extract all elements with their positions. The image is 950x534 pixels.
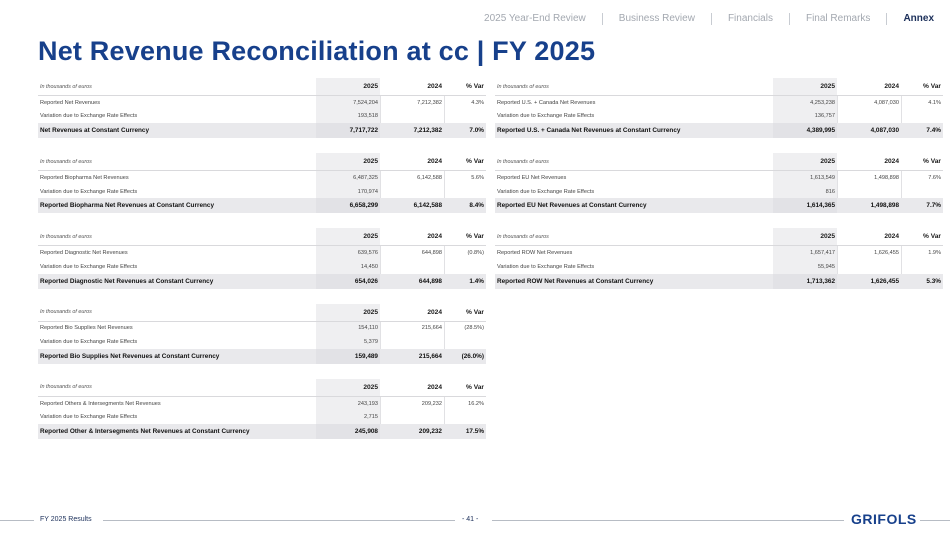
value-2025: 55,945 <box>773 260 837 274</box>
footer-divider <box>492 520 844 521</box>
nav-item-financials[interactable]: Financials <box>711 13 789 25</box>
value-2024 <box>837 185 901 199</box>
value-2025: 170,974 <box>316 185 380 199</box>
header-2024: 2024 <box>380 228 444 245</box>
table-row <box>495 110 943 124</box>
value-var: 7.6% <box>901 171 943 185</box>
value-2024 <box>380 110 444 124</box>
footer-divider <box>103 520 455 521</box>
value-2025: 1,613,549 <box>773 171 837 185</box>
grifols-logo: GRIFOLS <box>851 511 917 527</box>
table-row <box>38 171 486 185</box>
header-2024: 2024 <box>837 228 901 245</box>
value-2024 <box>380 335 444 349</box>
header-2024: 2024 <box>837 153 901 170</box>
value-2025: 654,026 <box>316 274 380 289</box>
table-header <box>495 153 943 171</box>
value-var <box>444 110 486 124</box>
reconciliation-table <box>38 78 486 138</box>
value-2025: 1,614,365 <box>773 198 837 213</box>
footer-label: FY 2025 Results <box>40 516 92 523</box>
reconciliation-table <box>495 153 943 213</box>
table-header <box>38 228 486 246</box>
value-var: 1.9% <box>901 246 943 260</box>
header-var: % Var <box>444 228 486 245</box>
header-2025: 2025 <box>316 304 380 321</box>
value-var: 4.3% <box>444 96 486 110</box>
header-2025: 2025 <box>316 153 380 170</box>
units-label: In thousands of euros <box>497 233 549 240</box>
reconciliation-table <box>38 153 486 213</box>
reconciliation-table <box>495 78 943 138</box>
total-row <box>495 198 943 213</box>
table-header <box>495 78 943 96</box>
value-2025: 154,110 <box>316 322 380 336</box>
value-var: 4.1% <box>901 96 943 110</box>
header-2025: 2025 <box>773 153 837 170</box>
top-navigation <box>468 13 934 25</box>
footer-divider <box>920 520 950 521</box>
total-row <box>495 274 943 289</box>
value-var <box>444 185 486 199</box>
table-row <box>495 246 943 260</box>
value-var <box>901 260 943 274</box>
value-var: 7.7% <box>926 202 941 210</box>
value-2024 <box>380 260 444 274</box>
value-var: 5.3% <box>926 277 941 285</box>
value-2025: 245,908 <box>316 424 380 439</box>
value-var: 7.4% <box>926 127 941 135</box>
value-var: 1.4% <box>469 277 484 285</box>
row-label: Reported Diagnostic Net Revenues at Constant Currency <box>40 277 214 285</box>
header-var: % Var <box>901 153 943 170</box>
table-row <box>38 96 486 110</box>
row-label: Variation due to Exchange Rate Effects <box>497 263 595 270</box>
value-var: (26.0%) <box>461 352 484 360</box>
value-var: 16.2% <box>444 397 486 411</box>
value-2025: 7,524,204 <box>316 96 380 110</box>
value-2025: 1,657,417 <box>773 246 837 260</box>
units-label: In thousands of euros <box>497 83 549 90</box>
header-2024: 2024 <box>380 78 444 95</box>
value-2024: 4,087,030 <box>837 96 901 110</box>
value-2025: 243,193 <box>316 397 380 411</box>
row-label: Variation due to Exchange Rate Effects <box>40 113 138 120</box>
table-row <box>495 260 943 274</box>
value-2025: 4,253,238 <box>773 96 837 110</box>
value-2024: 7,212,382 <box>380 96 444 110</box>
value-2025: 159,489 <box>316 349 380 364</box>
total-row <box>38 274 486 289</box>
nav-item-year-end-review[interactable]: 2025 Year-End Review <box>484 13 586 24</box>
row-label: Reported Others & Intersegments Net Revenues <box>40 400 161 407</box>
table-row <box>495 171 943 185</box>
value-2024: 209,232 <box>380 397 444 411</box>
value-2025: 14,450 <box>316 260 380 274</box>
row-label: Reported EU Net Revenues at Constant Currency <box>497 202 647 210</box>
table-row <box>38 335 486 349</box>
header-2024: 2024 <box>380 379 444 396</box>
header-2025: 2025 <box>773 228 837 245</box>
header-2024: 2024 <box>837 78 901 95</box>
value-2024: 6,142,588 <box>380 171 444 185</box>
row-label: Reported U.S. + Canada Net Revenues <box>497 99 596 106</box>
value-var <box>901 110 943 124</box>
page-title: Net Revenue Reconciliation at cc | FY 2025 <box>38 36 596 66</box>
header-var: % Var <box>901 78 943 95</box>
table-row <box>38 410 486 424</box>
table-row <box>38 185 486 199</box>
row-label: Reported Net Revenues <box>40 99 101 106</box>
value-2025: 6,487,325 <box>316 171 380 185</box>
value-var <box>444 260 486 274</box>
row-label: Reported Biopharma Net Revenues at Constant Currency <box>40 202 215 210</box>
total-row <box>38 349 486 364</box>
value-2025: 193,518 <box>316 110 380 124</box>
value-var: 5.6% <box>444 171 486 185</box>
value-2024: 215,664 <box>418 352 442 360</box>
value-2024: 215,664 <box>380 322 444 336</box>
total-row <box>38 424 486 439</box>
value-2024: 4,087,030 <box>870 127 899 135</box>
reconciliation-table <box>38 228 486 288</box>
footer-divider <box>0 520 34 521</box>
row-label: Variation due to Exchange Rate Effects <box>40 414 138 421</box>
units-label: In thousands of euros <box>40 384 92 391</box>
reconciliation-table <box>38 379 486 439</box>
value-2025: 2,715 <box>316 410 380 424</box>
units-label: In thousands of euros <box>40 158 92 165</box>
nav-item-annex[interactable]: Annex <box>886 13 934 25</box>
table-row <box>38 260 486 274</box>
reconciliation-table <box>495 228 943 288</box>
table-header <box>495 228 943 246</box>
header-var: % Var <box>444 304 486 321</box>
table-row <box>38 397 486 411</box>
row-label: Reported Biopharma Net Revenues <box>40 174 129 181</box>
row-label: Reported ROW Net Revenues at Constant Currency <box>497 277 654 285</box>
row-label: Variation due to Exchange Rate Effects <box>497 113 595 120</box>
units-label: In thousands of euros <box>40 233 92 240</box>
row-label: Variation due to Exchange Rate Effects <box>40 338 138 345</box>
value-2025: 136,757 <box>773 110 837 124</box>
header-2025: 2025 <box>316 379 380 396</box>
value-2024 <box>380 410 444 424</box>
table-row <box>38 246 486 260</box>
table-header <box>38 304 486 322</box>
value-var: 7.0% <box>469 127 484 135</box>
row-label: Reported Other & Intersegments Net Revenues at Constant Currency <box>40 427 250 435</box>
row-label: Reported Diagnostic Net Revenues <box>40 250 128 257</box>
table-header <box>38 78 486 96</box>
table-row <box>38 322 486 336</box>
total-row <box>495 123 943 138</box>
header-var: % Var <box>444 78 486 95</box>
units-label: In thousands of euros <box>40 309 92 316</box>
value-2024: 7,212,382 <box>413 127 442 135</box>
value-2024: 1,626,455 <box>870 277 899 285</box>
value-2024 <box>837 260 901 274</box>
value-2024: 644,898 <box>418 277 442 285</box>
value-2024 <box>380 185 444 199</box>
row-label: Variation due to Exchange Rate Effects <box>40 188 138 195</box>
left-tables-column <box>38 78 486 454</box>
table-header <box>38 153 486 171</box>
row-label: Variation due to Exchange Rate Effects <box>40 263 138 270</box>
value-2025: 1,713,362 <box>773 274 837 289</box>
header-2024: 2024 <box>380 153 444 170</box>
header-2025: 2025 <box>316 228 380 245</box>
value-var <box>444 410 486 424</box>
value-2024 <box>837 110 901 124</box>
row-label: Net Revenues at Constant Currency <box>40 127 150 135</box>
row-label: Reported Bio Supplies Net Revenues <box>40 325 133 332</box>
right-tables-column <box>495 78 943 304</box>
value-2024: 1,498,898 <box>870 202 899 210</box>
table-row <box>495 96 943 110</box>
units-label: In thousands of euros <box>40 83 92 90</box>
value-2024: 209,232 <box>418 427 442 435</box>
value-2024: 1,626,455 <box>837 246 901 260</box>
header-var: % Var <box>444 379 486 396</box>
nav-item-final-remarks[interactable]: Final Remarks <box>789 13 886 25</box>
header-var: % Var <box>901 228 943 245</box>
value-2024: 1,498,898 <box>837 171 901 185</box>
value-var <box>444 335 486 349</box>
units-label: In thousands of euros <box>497 158 549 165</box>
header-var: % Var <box>444 153 486 170</box>
reconciliation-table <box>38 304 486 364</box>
table-row <box>38 110 486 124</box>
total-row <box>38 198 486 213</box>
row-label: Reported EU Net Revenues <box>497 174 567 181</box>
value-2025: 816 <box>773 185 837 199</box>
table-header <box>38 379 486 397</box>
value-var: (28.5%) <box>444 322 486 336</box>
value-2024: 6,142,588 <box>413 202 442 210</box>
value-2025: 5,379 <box>316 335 380 349</box>
value-2025: 639,576 <box>316 246 380 260</box>
table-row <box>495 185 943 199</box>
page-number: - 41 - <box>462 516 479 523</box>
row-label: Reported Bio Supplies Net Revenues at Constant Currency <box>40 352 220 360</box>
value-var: 8.4% <box>469 202 484 210</box>
value-2025: 4,389,995 <box>773 123 837 138</box>
value-2025: 7,717,722 <box>316 123 380 138</box>
header-2024: 2024 <box>380 304 444 321</box>
row-label: Variation due to Exchange Rate Effects <box>497 188 595 195</box>
row-label: Reported ROW Net Revenues <box>497 250 573 257</box>
nav-item-business-review[interactable]: Business Review <box>602 13 711 25</box>
value-2024: 644,898 <box>380 246 444 260</box>
value-var: 17.5% <box>465 427 484 435</box>
header-2025: 2025 <box>773 78 837 95</box>
value-2025: 6,658,299 <box>316 198 380 213</box>
total-row <box>38 123 486 138</box>
header-2025: 2025 <box>316 78 380 95</box>
row-label: Reported U.S. + Canada Net Revenues at Constant Currency <box>497 127 681 135</box>
value-var <box>901 185 943 199</box>
value-var: (0.8%) <box>444 246 486 260</box>
